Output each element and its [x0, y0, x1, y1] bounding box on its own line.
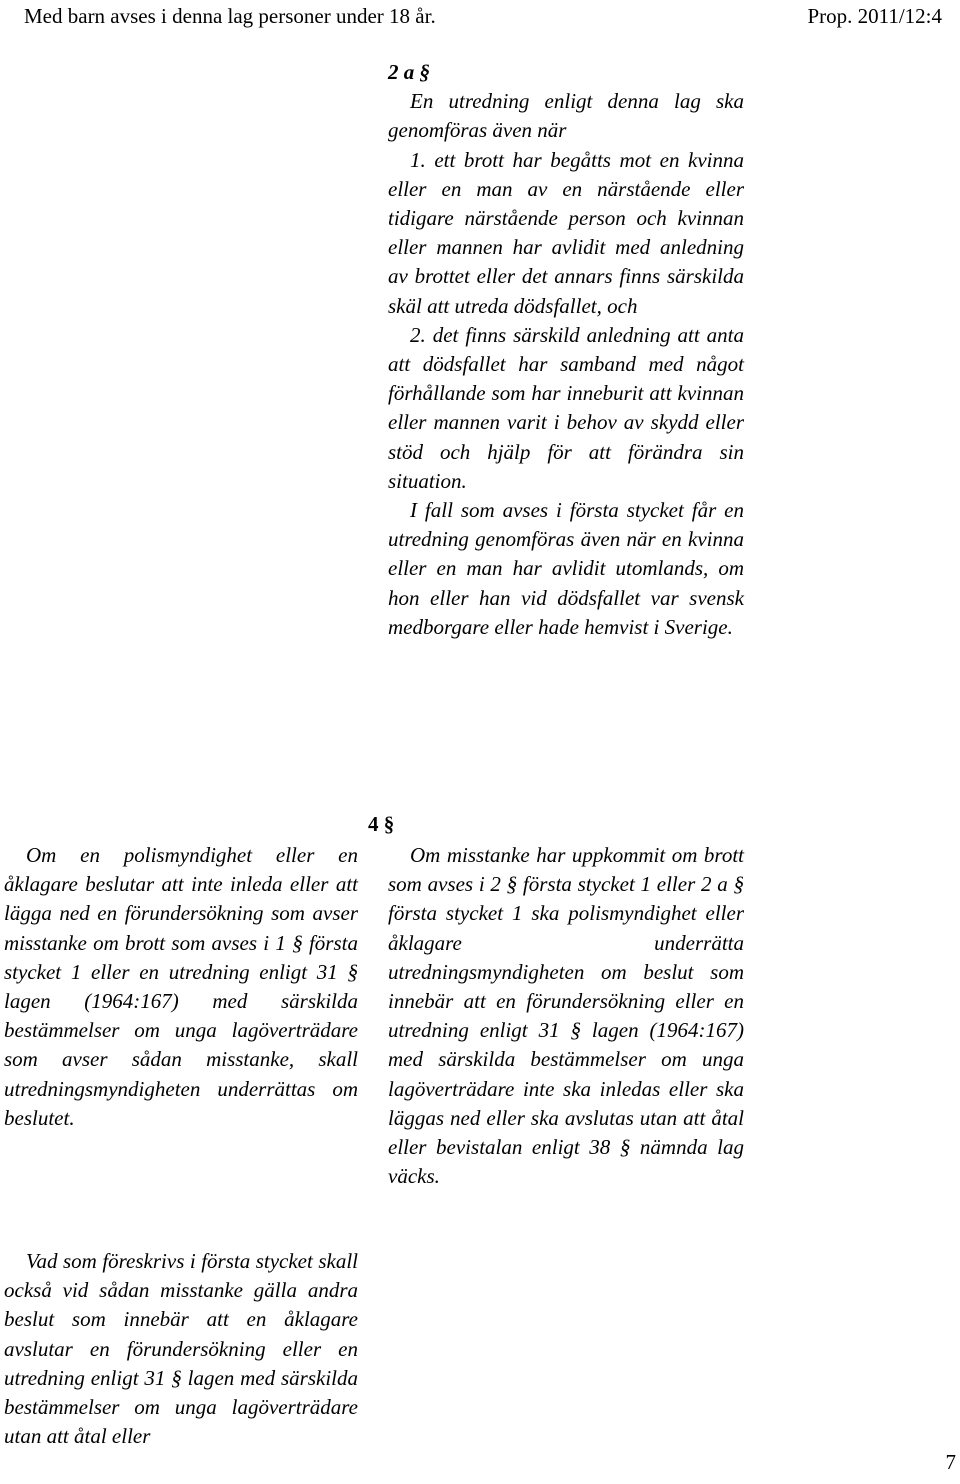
- section-heading-2a: 2 a §: [388, 60, 430, 84]
- page-number: 7: [945, 1450, 956, 1474]
- left-paragraph-2: Vad som föreskrivs i första stycket skall också vid sådan misstanke gälla andra beslut som innebär att en åklagare avslutar en förundersökning eller en utredning enligt 31 § lagen med särskilda bestämmelser om unga lagöverträdare utan att åtal eller: [4, 1249, 358, 1449]
- intro-paragraph: En utredning enligt denna lag ska genomföras även när: [388, 89, 744, 143]
- section-4-text: Om misstanke har uppkommit om brott som avses i 2 § första stycket 1 eller 2 a § första stycket 1 ska polismyndighet eller åklagare underrätta utredningsmyndigheten om beslut som innebär att en förundersökning eller en utredning enligt 31 § lagen (1964:167) med särskilda bestämmelser om unga lagöverträdare inte ska inledas eller ska läggas ned eller ska avslutas utan att åtal eller bevistalan enligt 38 § nämnda lag väcks.: [388, 843, 744, 1189]
- left-paragraph-1: Om en polismyndighet eller en åklagare beslutar att inte inleda eller att lägga ned en förundersökning som avser misstanke om brott som avses i 1 § första stycket 1 eller en utredning enligt 31 § lagen (1964:167) med särskilda bestämmelser om unga lagöverträdare som avser sådan misstanke, skall utredningsmyndigheten underrättas om beslutet.: [4, 843, 358, 1130]
- right-column-lower: [388, 841, 744, 1191]
- left-column-para1: [4, 841, 358, 1133]
- section-number-4: 4 §: [368, 812, 395, 836]
- list-item-1: 1. ett brott har begåtts mot en kvinna eller en man av en närstående eller tidigare närstående person och kvinnan eller mannen har avlidit med anledning av brottet eller det annars finns särskilda skäl att utreda dödsfallet, och: [388, 147, 744, 318]
- right-column-upper: [388, 58, 744, 642]
- running-header-right: Prop. 2011/12:4: [807, 4, 942, 28]
- list-item-2: 2. det finns särskild anledning att anta att dödsfallet har samband med något förhållande som har inneburit att kvinnan eller mannen varit i behov av skydd eller stöd och hjälp för att förändra sin situation.: [388, 322, 744, 493]
- second-paragraph: I fall som avses i första stycket får en utredning genomföras även när en kvinna eller en man har avlidit utomlands, om hon eller han vid dödsfallet var svensk medborgare eller hade hemvist i Sverige.: [388, 498, 744, 639]
- running-header-left: Med barn avses i denna lag personer under 18 år.: [24, 4, 436, 28]
- left-column-para2: [4, 1247, 358, 1451]
